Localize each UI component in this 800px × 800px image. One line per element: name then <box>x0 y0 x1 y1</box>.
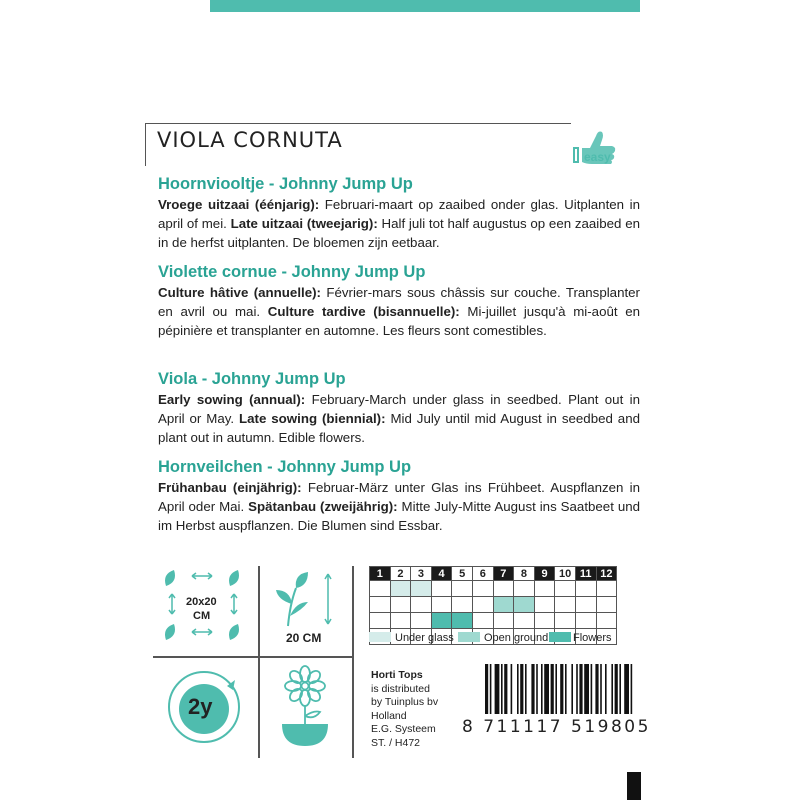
barcode-bar <box>579 664 582 714</box>
calendar-cell <box>452 613 473 629</box>
registration-mark <box>627 772 641 800</box>
calendar-cell <box>514 597 535 613</box>
section-dutch <box>158 175 640 252</box>
calendar-cell <box>514 613 535 629</box>
barcode-bar <box>584 664 589 714</box>
section-body: Frühanbau (einjährig): Februar-März unter Glas ins Frühbeet. Auspflanzen in April oder Mai. Spätanbau (zweijährig): Mitte July-Mitte August ins Saatbeet und im Herbst auspflanzen. Die Blumen sind Essbar. <box>158 480 641 533</box>
barcode-bar <box>555 664 557 714</box>
barcode-bar <box>511 664 513 714</box>
calendar-cell <box>596 581 617 597</box>
calendar-month-header: 4 <box>431 567 452 581</box>
calendar-cell <box>555 581 576 597</box>
calendar-month-header: 1 <box>370 567 391 581</box>
barcode-bar <box>544 664 549 714</box>
calendar-month-header: 8 <box>514 567 535 581</box>
calendar-month-header: 3 <box>411 567 432 581</box>
barcode-bar <box>501 664 503 714</box>
calendar-cell <box>493 597 514 613</box>
barcode-bar <box>504 664 507 714</box>
legend-swatch-open-ground <box>458 632 480 642</box>
calendar-row <box>370 597 617 613</box>
calendar-cell <box>390 613 411 629</box>
calendar-cell <box>493 613 514 629</box>
calendar-month-header: 6 <box>472 567 493 581</box>
barcode-bar <box>615 664 618 714</box>
calendar-cell <box>534 613 555 629</box>
calendar-month-header: 11 <box>575 567 596 581</box>
distributor-line: Holland <box>371 709 407 722</box>
calendar-cell <box>370 581 391 597</box>
calendar-cell <box>575 613 596 629</box>
barcode-bar <box>571 664 573 714</box>
calendar-cell <box>472 613 493 629</box>
calendar-cell <box>596 597 617 613</box>
legend-swatch-under-glass <box>369 632 391 642</box>
calendar-month-header: 10 <box>555 567 576 581</box>
flower-pot-icon <box>270 664 340 750</box>
easy-badge-label: easy <box>584 150 611 164</box>
section-heading: Hornveilchen - Johnny Jump Up <box>158 458 412 476</box>
barcode-bar <box>551 664 554 714</box>
top-accent-bar <box>210 0 640 12</box>
calendar-cell <box>411 597 432 613</box>
barcode-bar <box>541 664 543 714</box>
section-heading: Violette cornue - Johnny Jump Up <box>158 263 426 281</box>
calendar-cell <box>493 581 514 597</box>
barcode-bar <box>576 664 578 714</box>
section-heading: Viola - Johnny Jump Up <box>158 370 346 388</box>
section-heading: Hoornviooltje - Johnny Jump Up <box>158 175 413 193</box>
calendar-cell <box>390 581 411 597</box>
calendar-cell <box>452 597 473 613</box>
calendar-cell <box>411 613 432 629</box>
section-body: Vroege uitzaai (éénjarig): Februari-maart op zaaibed onder glas. Uitplanten in april of mei. Late uitzaai (tweejarig): Half juli tot half augustus op een zaaibed en in de herfst uitplanten. De bloemen zijn eetbaar. <box>158 197 641 250</box>
calendar-cell <box>555 597 576 613</box>
barcode-bar <box>619 664 621 714</box>
barcode-bar <box>485 664 488 714</box>
barcode-bar <box>591 664 593 714</box>
calendar-cell <box>431 613 452 629</box>
barcode-bar <box>525 664 527 714</box>
calendar-month-header: 12 <box>596 567 617 581</box>
distributor-line: by Tuinplus bv <box>371 696 439 708</box>
calendar-row <box>370 581 617 597</box>
legend-flowers: Flowers <box>573 632 612 644</box>
calendar-cell <box>472 597 493 613</box>
grid-divider <box>258 566 260 758</box>
distributor-line: is distributed <box>371 682 430 695</box>
section-body: Early sowing (annual): February-March under glass in seedbed. Plant out in April or May. Late sowing (biennial): Mid July until mid August in seedbed and plant out in autumn. Edible flowers. <box>158 392 640 445</box>
spacing-label-line2: CM <box>193 610 211 622</box>
plant-height-icon <box>268 568 348 630</box>
legend-open-ground: Open ground <box>484 632 549 644</box>
barcode-bar <box>605 664 607 714</box>
calendar-cell <box>472 581 493 597</box>
barcode-bar <box>536 664 538 714</box>
calendar-cell <box>514 581 535 597</box>
barcode-bar <box>531 664 534 714</box>
barcode <box>485 664 635 714</box>
calendar-cell <box>431 597 452 613</box>
calendar-row <box>370 613 617 629</box>
calendar-month-header: 2 <box>390 567 411 581</box>
grid-divider <box>352 566 354 758</box>
barcode-bar <box>631 664 633 714</box>
distributor-line: ST. / H472 <box>371 736 421 749</box>
calendar-month-header: 7 <box>493 567 514 581</box>
distributor-info <box>371 669 438 750</box>
barcode-bar <box>517 664 519 714</box>
lifecycle-label: 2y <box>188 694 213 719</box>
section-body: Culture hâtive (annuelle): Février-mars sous châssis sur couche. Transplanter en avril ou mai. Culture tardive (bisannuelle): Mi-juillet jusqu'à mi-août en pépinière et transplanter en automne. Les fleurs sont comestibles. <box>158 285 641 338</box>
calendar-cell <box>411 581 432 597</box>
calendar-cell <box>575 581 596 597</box>
legend-under-glass: Under glass <box>395 632 454 644</box>
section-french <box>158 263 640 340</box>
calendar-cell <box>555 613 576 629</box>
distributor-name: Horti Tops <box>371 669 423 681</box>
grid-divider <box>153 656 353 658</box>
section-german <box>158 458 640 535</box>
calendar-month-header: 9 <box>534 567 555 581</box>
barcode-bar <box>611 664 613 714</box>
distributor-line: E.G. Systeem <box>371 723 436 735</box>
height-label: 20 CM <box>286 631 322 645</box>
section-english <box>158 370 640 447</box>
calendar-cell <box>452 581 473 597</box>
barcode-bar <box>490 664 492 714</box>
calendar-cell <box>534 597 555 613</box>
barcode-bar <box>560 664 563 714</box>
barcode-bar <box>520 664 523 714</box>
barcode-bar <box>600 664 602 714</box>
calendar-cell <box>596 613 617 629</box>
barcode-bar <box>495 664 500 714</box>
calendar-cell <box>431 581 452 597</box>
barcode-bar <box>595 664 598 714</box>
calendar-cell <box>370 597 391 613</box>
barcode-bar <box>565 664 567 714</box>
calendar-cell <box>390 597 411 613</box>
legend-swatch-flowers <box>549 632 571 642</box>
calendar-cell <box>575 597 596 613</box>
spacing-label-line1: 20x20 <box>186 596 217 608</box>
calendar-month-header: 5 <box>452 567 473 581</box>
calendar-cell <box>370 613 391 629</box>
barcode-bar <box>624 664 629 714</box>
product-title: VIOLA CORNUTA <box>157 128 343 152</box>
barcode-number: 8 711117 519805 <box>462 717 651 737</box>
calendar-cell <box>534 581 555 597</box>
